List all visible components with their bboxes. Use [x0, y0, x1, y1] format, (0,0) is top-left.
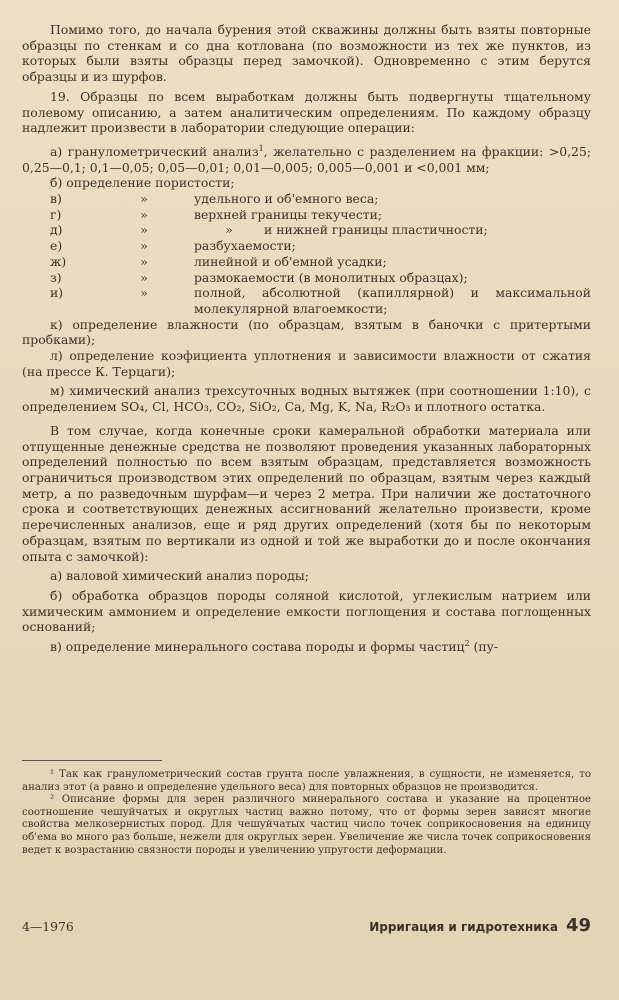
page-footer [22, 915, 591, 936]
footnote-1: ¹ Так как гранулометрический состав грунта после увлажнения, в сущности, не изменяется, то анализ этот (а равно и определение удельного веса) для повторных образцов не производится. [22, 769, 591, 793]
list-item-g: г) » верхней границы текучести; [50, 206, 383, 222]
ditto-mark: » [140, 222, 148, 238]
printer-signature: 4—1976 [22, 919, 74, 934]
ditto-mark: » [140, 269, 148, 285]
list-item-l: л) определение коэфициента уплотнения и зависимости влажности от сжатия (на прессе К. Терцаги); [22, 348, 591, 379]
ditto-mark: » [140, 285, 148, 301]
footer-right [369, 915, 591, 936]
list-item-v: в) » удельного и об'емного веса; [50, 191, 379, 207]
ditto-mark: » [140, 253, 148, 269]
paragraph-samples-repeat: Помимо того, до начала бурения этой скважины должны быть взяты повторные образцы по стенкам и со дна котлована (по возможности из тех же пунктов, из которых были взяты образцы перед замочкой). Одновременно с этим берутся образцы и из шурфов. [22, 22, 591, 85]
footnote-rule [22, 760, 162, 761]
footnote-2: ² Описание формы для зерен различного минерального состава и указание на процентное соотношение чешуйчатых и округлых частиц важно потому, что от формы зерен зависят многие свойства мелкозернистых пород. Для чешуйчатых частиц число точек соприкосновения на единицу об'ема во много раз больше, нежели для округлых зерен. Увеличение же числа точек соприкосновения ведет к возрастанию связности породы и увеличению упругости деформации. [22, 794, 591, 856]
paragraph-limited-budget: В том случае, когда конечные сроки камеральной обработки материала или отпущенные денежные средства не позволяют проведения указанных лабораторных определений полностью по всем взятым образцам, представляется возможность ограничиться производством этих определений по образцам, взятым через каждый метр, а по разведочным шурфам—и через 2 метра. При наличии же достаточного срока и соответствующих денежных ассигнований желательно произвести, кроме перечисленных анализов, еще и ряд других определений (хотя бы по некоторым образцам, взятым по вертикали из одной и той же выработки до и после окончания опыта с замочкой): [22, 422, 591, 564]
page-number: 49 [565, 915, 591, 936]
list-item-k: к) определение влажности (по образцам, взятым в баночки с притертыми пробками); [22, 316, 591, 348]
list-item-b: б) определение пористости; [50, 175, 235, 191]
list-item-e: е) » разбухаемости; [50, 238, 296, 254]
list-item-d: д) » » и нижней границы пластичности; [50, 222, 488, 238]
running-head: Ирригация и гидротехника [369, 920, 558, 934]
list-item-a: а) гранулометрический анализ$^1$, желательно с разделением на фракции: >0,25; 0,25—0,1; 0,1—0,05; 0,05—0,01; 0,01—0,005; 0,005—0,001 и <0,001 мм; [22, 143, 591, 175]
extra-item-v: в) определение минерального состава породы и формы частиц$^2$ (пу- [50, 638, 499, 655]
extra-item-b: б) обработка образцов породы соляной кислотой, углекислым натрием или химическим аммонием и определение емкости поглощения и состава поглощенных оснований; [22, 587, 591, 635]
list-item-zh: ж) » линейной и об'емной усадки; [50, 253, 387, 269]
ditto-mark: » [140, 206, 148, 222]
paragraph-19: 19. Образцы по всем выработкам должны быть подвергнуты тщательному полевому описанию, а затем аналитическим определениям. По каждому образцу надлежит произвести в лаборатории следующие операции: [22, 88, 591, 136]
list-item-z: з) » размокаемости (в монолитных образцах); [50, 269, 468, 285]
ditto-mark: » [140, 238, 148, 254]
ditto-mark: » [140, 191, 148, 207]
footnotes [22, 760, 591, 857]
list-item-m: м) химический анализ трехсуточных водных вытяжек (при соотношении 1:10), с определением SO₄, Cl, HCO₃, CO₂, SiO₂, Ca, Mg, K, Na, R₂O₃ и плотного остатка. [22, 383, 591, 415]
main-text [22, 22, 591, 655]
extra-item-a: а) валовой химический анализ породы; [50, 568, 309, 584]
list-item-i: и) » полной, абсолютной (капиллярной) и максимальной молекулярной влагоемкости; [50, 285, 591, 316]
ditto-mark: » [225, 222, 233, 238]
